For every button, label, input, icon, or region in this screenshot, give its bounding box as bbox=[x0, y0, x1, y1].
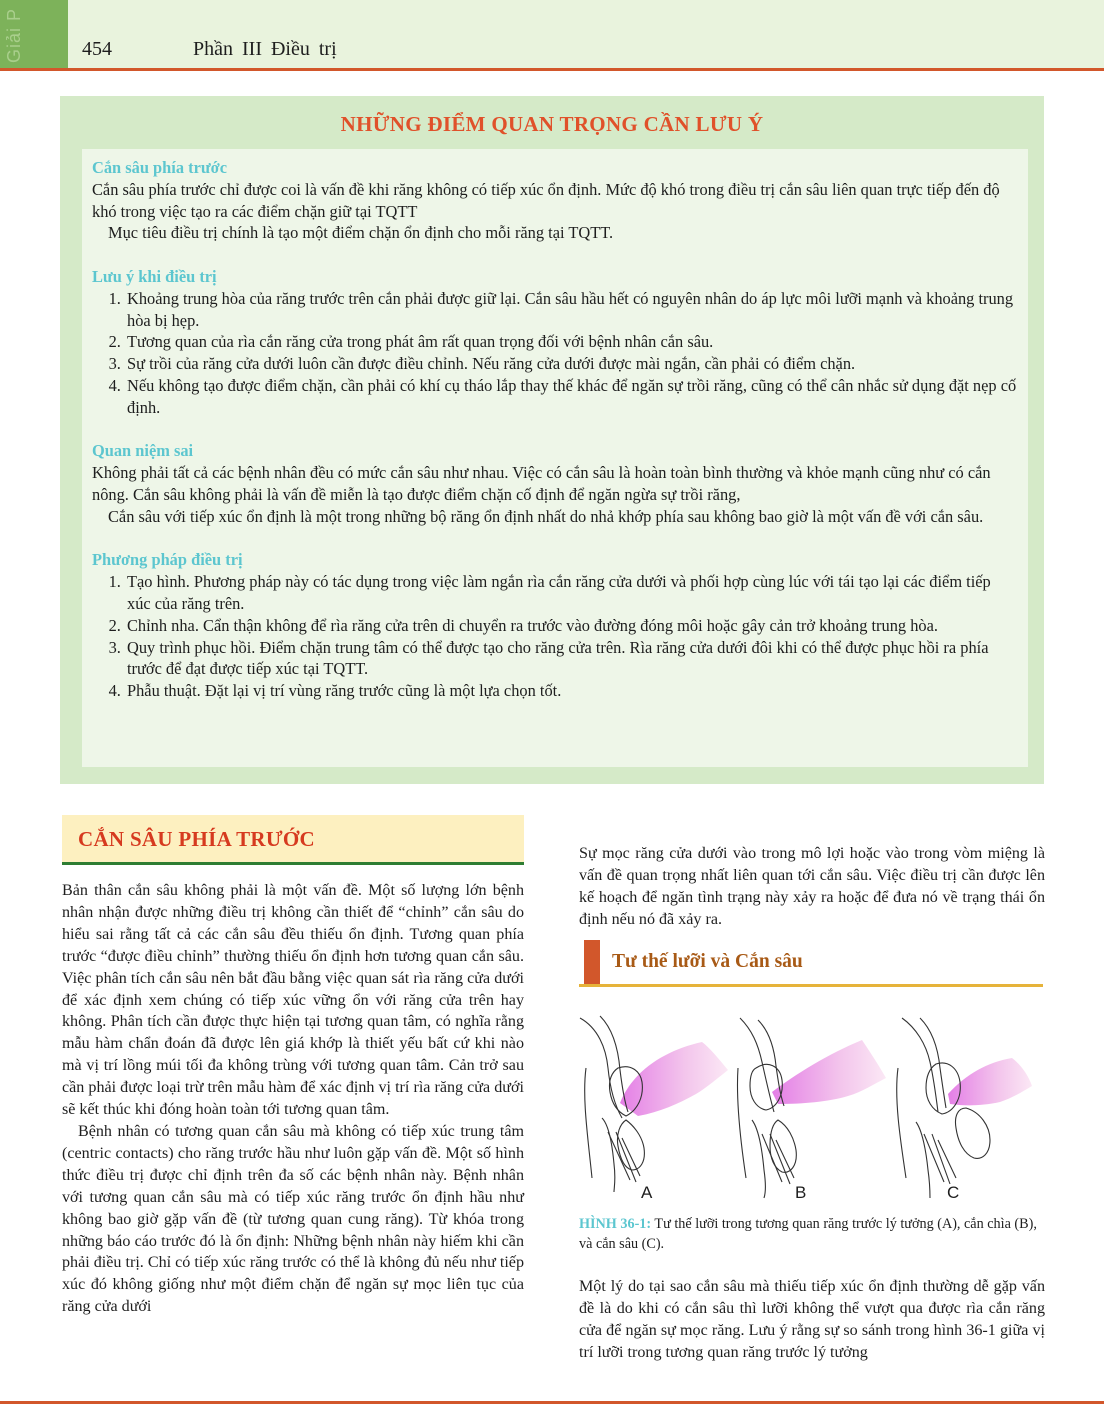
subsection-title: Tư thế lưỡi và Cắn sâu bbox=[612, 951, 803, 972]
subsection-marker bbox=[584, 940, 600, 984]
tongue-diagram-b bbox=[737, 1018, 886, 1198]
figure-36-1-illustration bbox=[578, 1008, 1046, 1208]
footer-rule bbox=[0, 1401, 1104, 1404]
right-column-bottom bbox=[579, 1276, 1045, 1364]
notes-heading: Lưu ý khi điều trị bbox=[92, 266, 217, 286]
list-item: 2. Chỉnh nha. Cẩn thận không để rìa răng cửa trên di chuyển ra trước vào đường đóng môi hoặc gây cản trở khoảng trung hòa. bbox=[125, 615, 1018, 637]
side-tab-text: Giải P bbox=[4, 8, 24, 64]
figure-label-c: C bbox=[947, 1183, 960, 1202]
misconception-paragraph-2: Cắn sâu với tiếp xúc ổn định là một trong những bộ răng ổn định nhất do nhả khớp phía sau không bao giờ là một vấn đề với cắn sâu. bbox=[108, 506, 984, 526]
section-banner bbox=[62, 815, 524, 862]
figure-caption-text: Tư thế lưỡi trong tương quan răng trước lý tưởng (A), cắn chìa (B), và cắn sâu (C). bbox=[579, 1216, 1037, 1252]
list-item: 4. Phẫu thuật. Đặt lại vị trí vùng răng trước cũng là một lựa chọn tốt. bbox=[125, 680, 1018, 702]
key-points-box bbox=[60, 96, 1044, 784]
side-tab bbox=[0, 0, 68, 70]
misconception-heading: Quan niệm sai bbox=[92, 441, 194, 461]
figure-caption bbox=[579, 1214, 1045, 1254]
header-rule bbox=[0, 68, 1104, 71]
tongue-diagram-c bbox=[897, 1018, 1032, 1198]
page-number: 454 bbox=[82, 38, 112, 60]
list-item: 1. Tạo hình. Phương pháp này có tác dụng trong việc làm ngắn rìa cắn răng cửa dưới và phối hợp cùng lúc với tái tạo lại các điểm tiếp xúc của răng trên. bbox=[125, 571, 1018, 615]
running-head: Phần III Điều trị bbox=[193, 38, 337, 60]
list-item: 1. Khoảng trung hòa của răng trước trên cắn phải được giữ lại. Cắn sâu hầu hết có nguyên nhân do áp lực môi lưỡi mạnh và khoảng trung hòa bị hẹp. bbox=[125, 288, 1018, 332]
anterior-paragraph-1: Cắn sâu phía trước chỉ được coi là vấn đề khi răng không có tiếp xúc ổn định. Mức độ khó trong điều trị cắn sâu liên quan trực tiếp đến độ khó trong việc tạo ra các điểm chặn giữ tại TQTT bbox=[92, 179, 1000, 221]
misconception-paragraph-1: Không phải tất cả các bệnh nhân đều có mức cắn sâu như nhau. Việc có cắn sâu là hoàn toàn bình thường và khỏe mạnh cũng như có cắn nông. Cắn sâu không phải là vấn đề miễn là tạo được điểm chặn cố định để ngăn ngừa sự trồi răng, bbox=[92, 463, 991, 504]
figure-label-a: A bbox=[641, 1183, 653, 1202]
body-paragraph: Sự mọc răng cửa dưới vào trong mô lợi hoặc vào trong vòm miệng là vấn đề quan trọng nhất liên quan tới cắn sâu. Việc điều trị cần được lên kế hoạch để ngăn tình trạng này xảy ra hoặc để đưa nó về trạng thái ổn định nếu nó đã xảy ra. bbox=[579, 845, 1045, 928]
methods-heading: Phương pháp điều trị bbox=[92, 550, 243, 570]
methods-list bbox=[92, 571, 1018, 702]
header-band bbox=[0, 0, 1104, 70]
key-points-content bbox=[82, 149, 1028, 767]
body-paragraph: Một lý do tại sao cắn sâu mà thiếu tiếp xúc ổn định thường dễ gặp vấn đề là do khi có cắn sâu thì lưỡi không thể vượt qua được rìa cắn răng cửa để ngăn sự mọc răng. Lưu ý rằng sự so sánh trong hình 36-1 giữa vị trí lưỡi trong tương quan răng trước lý tưởng bbox=[579, 1278, 1045, 1361]
list-item: 3. Quy trình phục hồi. Điểm chặn trung tâm có thể được tạo cho răng cửa trên. Rìa răng cửa dưới đôi khi có thể được phục hồi ra phía trước để đạt được tiếp xúc tại TQTT. bbox=[125, 637, 1018, 681]
subsection-rule bbox=[579, 984, 1043, 987]
list-item: 3. Sự trồi của răng cửa dưới luôn cần được điều chỉnh. Nếu răng cửa dưới được mài ngắn, cần phải có điểm chặn. bbox=[125, 353, 1018, 375]
anterior-paragraph-2: Mục tiêu điều trị chính là tạo một điểm chặn ổn định cho mỗi răng tại TQTT. bbox=[108, 223, 614, 243]
list-item: 2. Tương quan của rìa cắn răng cửa trong phát âm rất quan trọng đối với bệnh nhân cắn sâu. bbox=[125, 331, 1018, 353]
body-paragraph: Bản thân cắn sâu không phải là một vấn đề. Một số lượng lớn bệnh nhân nhận được những điều trị không cần thiết để “chỉnh” cắn sâu do hiểu sai rằng tất cả các cắn sâu đều thiếu ổn định. Tương quan phía trước “được điều chỉnh” thường thiếu ổn định hơn tương quan cắn sâu. Việc phân tích cắn sâu nên bắt đầu bằng việc quan sát rìa răng cửa dưới để xác định xem chúng có tiếp xúc vững ổn với răng cửa trên hay không. Phân tích cần được thực hiện tại tương quan tâm, có nghĩa rằng mẫu hàm chẩn đoán đã được lên giá khớp là thiết yếu bất cứ khi nào mà vị trí lồng múi tối đa không trùng với tương quan tâm. Cản trở sau cần phải được loại trừ trên mẫu hàm để xác định vị trí rìa răng cửa dưới sẽ kết thúc khi đóng hoàn toàn tới tương quan tâm. bbox=[62, 882, 524, 1119]
tongue-diagram-a bbox=[580, 1016, 728, 1192]
section-title: CẮN SÂU PHÍA TRƯỚC bbox=[78, 827, 316, 851]
figure-caption-label: HÌNH 36-1: bbox=[579, 1216, 652, 1232]
left-column bbox=[62, 880, 524, 1318]
list-item: 4. Nếu không tạo được điểm chặn, cần phải có khí cụ tháo lắp thay thế khác để ngăn sự trồi răng, cũng có thể cân nhắc sử dụng đặt nẹp cố định. bbox=[125, 375, 1018, 419]
key-points-title: NHỮNG ĐIỂM QUAN TRỌNG CẦN LƯU Ý bbox=[340, 112, 764, 136]
section-rule bbox=[62, 862, 524, 865]
figure-label-b: B bbox=[795, 1183, 807, 1202]
anterior-heading: Cắn sâu phía trước bbox=[92, 158, 228, 177]
body-paragraph: Bệnh nhân có tương quan cắn sâu mà không có tiếp xúc trung tâm (centric contacts) cho răng trước hầu như luôn gặp vấn đề. Một số hình thức điều trị được chỉ định trên đa số các bệnh nhân này. Bệnh nhân với tương quan cắn sâu mà có tiếp xúc răng trước ổn định hầu như không bao giờ gặp vấn đề (từ tương quan cung răng). Từ khóa trong những báo cáo trước đó là ổn định: Những bệnh nhân này hiếm khi cần phải điều trị. Chỉ có tiếp xúc răng trước có thể là không đủ nếu như tiếp xúc đó không giống như một điểm chặn để ngăn sự mọc liên tục của răng cửa dưới bbox=[62, 1122, 524, 1316]
right-column-top bbox=[579, 843, 1045, 931]
notes-list bbox=[92, 288, 1018, 419]
